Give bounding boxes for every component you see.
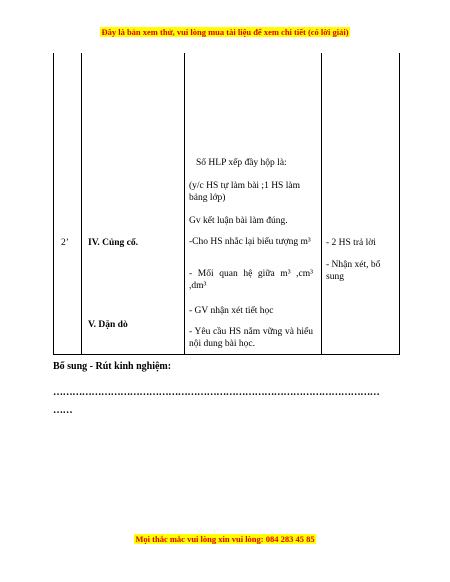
- preview-notice-text: Đây là bản xem thử, vui lòng mua tài liệu để xem chi tiết (có lời giải): [101, 27, 349, 37]
- lesson-table: [53, 53, 400, 355]
- student-line-2: - Nhận xét, bổ sung: [326, 260, 381, 282]
- teacher-line-5: - Mối quan hệ giữa m³ ,cm³ ,dm³: [189, 269, 313, 291]
- table-divider-1: [81, 53, 82, 355]
- student-line-1: - 2 HS trả lời: [326, 238, 376, 248]
- teacher-line-7: - Yêu cầu HS nắm vững và hiểu nội dung bài học.: [189, 327, 313, 349]
- teacher-line-2: (y/c HS tự làm bài ;1 HS làm bảng lớp): [189, 181, 300, 203]
- feedback-title: Bổ sung - Rút kinh nghiệm:: [53, 361, 172, 372]
- contact-notice-text: Mọi thắc mắc vui lòng xin vui lòng: 084 283 45 85: [135, 534, 315, 544]
- section-homework-title: V. Dặn dò: [88, 320, 128, 330]
- feedback-dots-line-2: ……: [53, 405, 73, 416]
- contact-notice-banner: [0, 534, 450, 544]
- section-review-title: IV. Củng cố.: [88, 238, 138, 248]
- table-border-right: [399, 53, 400, 355]
- teacher-line-4: -Cho HS nhắc lại biểu tượng m³: [189, 237, 311, 247]
- feedback-dots-line-1: …………………………………………………………………………………………: [53, 387, 380, 398]
- teacher-line-6: - GV nhận xét tiết học: [189, 306, 274, 316]
- table-border-bottom: [53, 354, 400, 355]
- table-divider-3: [321, 53, 322, 355]
- teacher-line-3: Gv kết luận bài làm đúng.: [189, 216, 288, 226]
- table-border-left: [53, 53, 54, 355]
- table-divider-2: [184, 53, 185, 355]
- teacher-line-1: Số HLP xếp đầy hộp là:: [196, 158, 287, 168]
- time-cell: 2’: [61, 238, 69, 248]
- preview-notice-banner: [0, 27, 450, 37]
